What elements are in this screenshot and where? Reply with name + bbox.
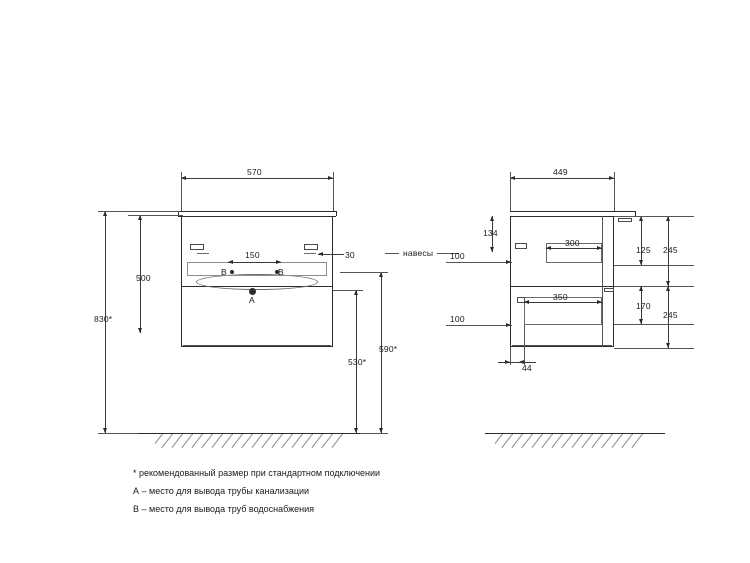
dim-arrow-down-500 [138, 328, 142, 333]
marker-dot-b-left [230, 270, 234, 274]
dim-line-125 [641, 216, 642, 265]
countertop-right-edge [336, 211, 337, 216]
dim-label-44: 44 [522, 363, 532, 373]
dim-arrow-up-134 [490, 216, 494, 221]
dim-arrow-right-150 [276, 260, 281, 264]
marker-dot-a [249, 288, 256, 295]
ext-line-100-top [446, 262, 512, 263]
dim-arrow-100-top [506, 260, 511, 264]
dim-arrow-left-350 [524, 300, 529, 304]
dim-label-125: 125 [636, 245, 651, 255]
side-countertop-top [510, 211, 635, 212]
dim-line-449 [510, 178, 614, 179]
ext-line-125-bottom [614, 265, 694, 266]
dim-label-245-top: 245 [663, 245, 678, 255]
legend-line-1: * рекомендованный размер при стандартном подключении [133, 468, 381, 478]
marker-label-a: A [249, 295, 255, 305]
dim-label-245-bottom: 245 [663, 310, 678, 320]
legend-line-2: А – место для вывода трубы канализации [133, 486, 310, 496]
basin-outline [196, 274, 318, 290]
dim-arrow-left-30 [318, 252, 323, 256]
dim-arrow-right-300 [597, 246, 602, 250]
dim-line-570 [181, 178, 333, 179]
dim-label-350: 350 [553, 292, 568, 302]
dim-label-300: 300 [565, 238, 580, 248]
ext-line-44-right [524, 325, 525, 365]
side-bracket-mid [604, 288, 614, 292]
handle-right-upper [304, 244, 318, 250]
countertop-top-edge [178, 211, 336, 212]
dim-label-170: 170 [636, 301, 651, 311]
dim-label-150: 150 [245, 250, 260, 260]
dim-arrow-up-170 [639, 286, 643, 291]
floor-hatch-side [495, 434, 655, 448]
dim-arrow-left-150 [228, 260, 233, 264]
ext-line-500-top [128, 215, 183, 216]
dim-arrow-left-300 [546, 246, 551, 250]
ext-line-245-mid [614, 286, 694, 287]
drawer-bottom-accent [183, 345, 331, 346]
side-bracket-top [618, 218, 632, 222]
side-handle-upper [515, 243, 527, 249]
ext-line-100-bottom [446, 325, 512, 326]
dim-label-100-bottom: 100 [450, 314, 465, 324]
dim-arrow-44-left [505, 360, 510, 364]
marker-label-b-right: B [278, 267, 284, 277]
marker-label-b-left: B [221, 267, 227, 277]
dim-label-500: 500 [136, 273, 151, 283]
cabinet-body-side [510, 216, 614, 347]
ext-line-590-top [340, 272, 388, 273]
ext-line-449-right [614, 172, 615, 212]
ext-line-830-top [98, 211, 180, 212]
side-bottom-accent [512, 345, 612, 346]
dim-line-150 [228, 262, 281, 263]
dim-line-350 [524, 302, 602, 303]
label-navesy: навесы [403, 248, 434, 258]
dim-label-30: 30 [345, 250, 355, 260]
side-drawer-divider [510, 286, 614, 287]
floor-hatch-front [155, 434, 355, 448]
ext-line-570-left [181, 172, 182, 212]
dim-label-134: 134 [483, 228, 498, 238]
dim-arrow-100-bottom [506, 323, 511, 327]
dim-label-590: 590* [379, 344, 398, 354]
dim-label-830: 830* [94, 314, 113, 324]
ext-line-245-top [614, 216, 694, 217]
leader-navesy-left [385, 253, 399, 254]
dim-arrow-down-134 [490, 247, 494, 252]
ext-line-449-left [510, 172, 511, 212]
handle-left-upper [190, 244, 204, 250]
ext-line-245-bottom [614, 348, 694, 349]
ext-line-530-top [333, 290, 363, 291]
dim-label-570: 570 [247, 167, 262, 177]
basin-deck [187, 262, 327, 276]
legend-line-3: В – место для вывода труб водоснабжения [133, 504, 315, 514]
dim-arrow-up-245-bottom [666, 286, 670, 291]
ext-line-570-right [333, 172, 334, 212]
dim-label-449: 449 [553, 167, 568, 177]
side-back-panel-line [602, 216, 603, 347]
ext-line-170-bottom [614, 324, 694, 325]
dim-arrow-right-350 [597, 300, 602, 304]
handle-left-lower [197, 253, 209, 258]
dim-label-100-top: 100 [450, 251, 465, 261]
dim-label-530: 530* [348, 357, 367, 367]
handle-right-lower [304, 253, 316, 258]
dim-line-300 [546, 248, 602, 249]
